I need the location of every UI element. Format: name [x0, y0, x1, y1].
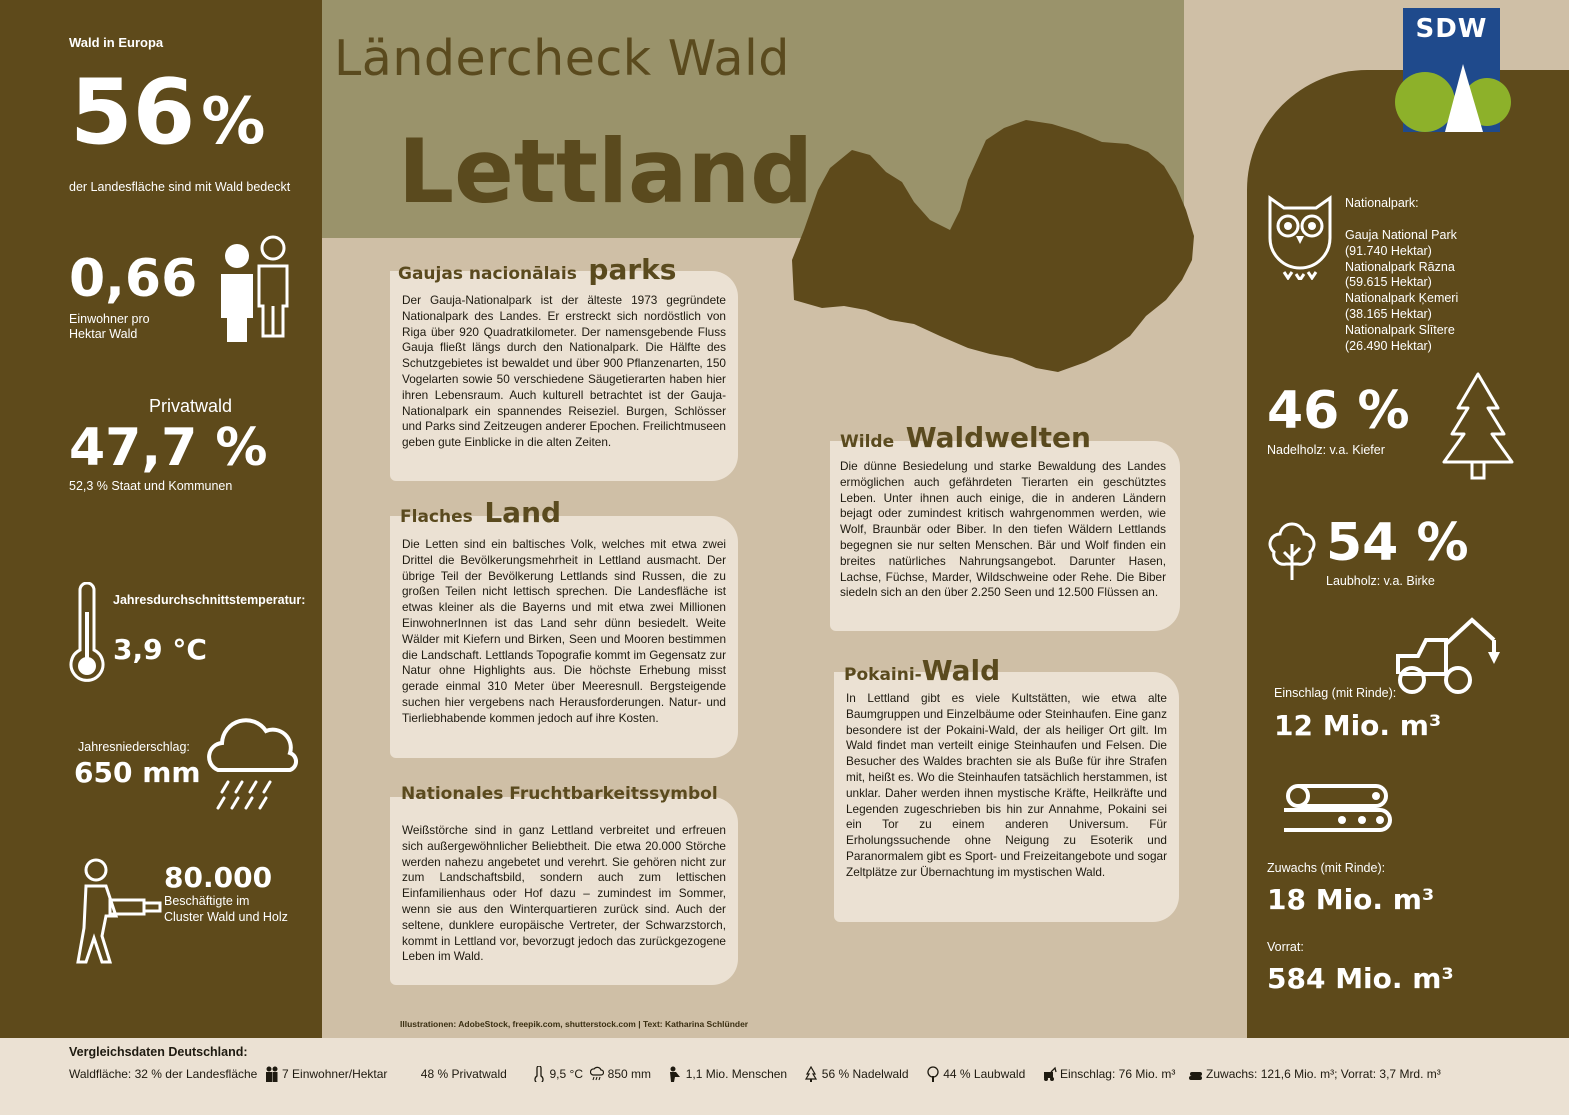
- forester-icon: [668, 1066, 682, 1082]
- panel-wild-title-large: Waldwelten: [905, 421, 1091, 454]
- logo-text: SDW: [1415, 14, 1488, 44]
- rain-cloud-icon: [590, 1066, 604, 1082]
- footer-conifer: 56 % Nadelwald: [821, 1067, 909, 1081]
- broadleaf-label: Laubholz: v.a. Birke: [1326, 574, 1435, 588]
- rain-cloud-icon: [204, 710, 302, 810]
- panel-stork-text: Weißstörche sind in ganz Lettland verbreitet und erfreuen sich außergewöhnlicher Beliebtheit. Die etwa 20.000 Störche werden nahezu angebetet und verehrt. Sie gehören nicht zur zum Landschaftsbild, sondern auch zum lettischen Einfamilienhaus oder Hof dazu – zumindest im Sommer, wenn sie aus den Winterquartieren zurück sind. Auch der seltene, dunklere europäische Vertreter, der Schwarzstorch, kommt in Lettland vor, bevorzugt jedoch das zurückgezogene Leben im Wald.: [402, 823, 726, 964]
- panel-pokaini-title-large: Wald: [921, 654, 1001, 687]
- panel-flat-title-small: Flaches: [400, 507, 473, 527]
- conifer-tree-icon: [1440, 370, 1516, 482]
- footer-harvest: Einschlag: 76 Mio. m³: [1059, 1067, 1176, 1081]
- footer-growth-stock: Zuwachs: 121,6 Mio. m³; Vorrat: 3,7 Mrd. m³: [1206, 1067, 1441, 1081]
- owl-icon: [1264, 192, 1336, 280]
- panel-flat-title: [400, 496, 561, 529]
- harvester-icon: [1043, 1066, 1057, 1082]
- temp-value: 3,9 °C: [113, 633, 207, 666]
- panel-stork: [390, 797, 738, 985]
- panel-pokaini-text: In Lettland gibt es viele Kultstätten, wie etwa alte Baumgruppen und Einzelbäume oder Steinhaufen. Eine ganz besondere ist der Pokaini-Wald, der als heiliger Ort gilt. Im Wald findet man verteilt einige Steinhaufen und Felsen. Die Besucher des Waldes brachten sie als Buße für ihre Strafen mit, heißt es. Wo die Steinhaufen tatsächlich herstammen, ist unklar. Daher werden ihnen mystische Kräfte, Heilkräfte und Legenden zugeschrieben bis hin zur Annahme, Pokaini sei ein Tor zu einem anderen Universum. Für Erholungssuchende ohne Neigung zu Esoterik und Paranormalem gibt es Sport- und Freizeitangebote und sogar Zeltplätze zur Übernachtung im mystischen Wald.: [846, 691, 1167, 879]
- footer-inhabitants: 7 Einwohner/Hektar: [282, 1067, 388, 1081]
- private-desc: 52,3 % Staat und Kommunen: [69, 479, 233, 493]
- log-pile-icon: [1189, 1066, 1203, 1082]
- forest-percent-number: 56: [70, 60, 196, 165]
- rain-label: Jahresniederschlag:: [78, 740, 190, 754]
- logo-trees-icon: [1389, 56, 1514, 132]
- log-pile-icon: [1278, 780, 1398, 838]
- thermometer-icon: [68, 582, 106, 688]
- forest-percent-value: [70, 60, 266, 165]
- panel-gauja-title-large: parks: [588, 253, 677, 286]
- harvest-value: 12 Mio. m³: [1274, 709, 1442, 742]
- workers-label-1: Beschäftigte im: [164, 894, 250, 908]
- inhabitants-label-1: Einwohner pro: [69, 312, 150, 326]
- panel-wild-title-small: Wilde: [840, 432, 895, 452]
- panel-pokaini-title: [844, 654, 1000, 687]
- rain-value: 650 mm: [74, 756, 201, 789]
- np-line: Gauja National Park: [1345, 228, 1457, 242]
- np-line: Nationalpark Slītere: [1345, 322, 1455, 337]
- np-line: Nationalpark Rāzna: [1345, 259, 1455, 274]
- panel-pokaini: [834, 672, 1179, 922]
- inhabitants-value: 0,66: [69, 249, 198, 309]
- panel-wild-title: [840, 421, 1091, 454]
- conifer-label: Nadelholz: v.a. Kiefer: [1267, 443, 1385, 457]
- conifer-tree-icon: [804, 1066, 818, 1082]
- panel-wild: [830, 441, 1180, 631]
- np-line: (59.615 Hektar): [1345, 275, 1432, 290]
- inhabitants-label-2: Hektar Wald: [69, 327, 138, 341]
- np-line: (38.165 Hektar): [1345, 306, 1432, 321]
- people-icon: [265, 1066, 279, 1082]
- stock-label: Vorrat:: [1267, 940, 1304, 954]
- forest-percent-sign: %: [201, 85, 266, 159]
- panel-gauja: [390, 271, 738, 481]
- private-value: 47,7 %: [69, 418, 268, 478]
- panel-pokaini-title-small: Pokaini-: [844, 665, 922, 685]
- np-list: [1345, 228, 1458, 354]
- panel-wild-text: Die dünne Besiedelung und starke Bewaldung des Landes ermöglichen auch gefährdeten Tierarten ein geschütztes Leben. Unter ihnen auch einige, die in anderen Ländern bejagt oder zumindest kritisch wahrgenommen werden, wie Wolf, Braunbär oder Biber. In den tiefen Wäldern Lettlands begegnen sie nur selten Menschen. Bär und Wolf finden ein breites natürliches Nahrungsangebot. Darunter Hasen, Lachse, Füchse, Marder, Wildschweine oder Rehe. Die Biber siedeln sich an den über 2.250 Seen und 12.500 Flüssen an.: [840, 459, 1166, 600]
- np-label: Nationalpark:: [1345, 196, 1419, 210]
- stock-value: 584 Mio. m³: [1267, 962, 1454, 995]
- panel-gauja-title: [398, 253, 676, 286]
- thermometer-icon: [532, 1066, 546, 1082]
- growth-value: 18 Mio. m³: [1267, 883, 1435, 916]
- harvest-label: Einschlag (mit Rinde):: [1274, 686, 1397, 700]
- np-line: Nationalpark Ķemeri: [1345, 291, 1459, 306]
- private-label: Privatwald: [149, 396, 233, 416]
- page-title: Ländercheck Wald: [334, 30, 790, 87]
- forester-chainsaw-icon: [60, 856, 164, 966]
- conifer-value: 46 %: [1267, 381, 1410, 441]
- workers-value: 80.000: [164, 861, 273, 894]
- panel-flat-title-large: Land: [484, 496, 562, 529]
- footer-forest-area: Waldfläche: 32 % der Landesfläche: [69, 1067, 258, 1081]
- panel-flat: [390, 516, 738, 758]
- footer-workers: 1,1 Mio. Menschen: [685, 1067, 788, 1081]
- forest-europe-label: Wald in Europa: [69, 35, 164, 50]
- footer-broadleaf: 44 % Laubwald: [943, 1067, 1026, 1081]
- workers-label-2: Cluster Wald und Holz: [164, 910, 288, 924]
- np-line: (91.740 Hektar): [1345, 243, 1432, 258]
- footer-comparison-row: [69, 1066, 1445, 1082]
- credits: Illustrationen: AdobeStock, freepik.com, shutterstock.com | Text: Katharina Schlünder: [400, 1019, 749, 1029]
- panel-stork-title: [401, 784, 718, 804]
- broadleaf-tree-icon: [926, 1066, 940, 1082]
- footer-private: 48 % Privatwald: [420, 1067, 507, 1081]
- footer-rain: 850 mm: [607, 1067, 652, 1081]
- growth-label: Zuwachs (mit Rinde):: [1267, 861, 1386, 875]
- sdw-logo: [1403, 8, 1500, 132]
- panel-gauja-text: Der Gauja-Nationalpark ist der älteste 1973 gegründete Nationalpark des Landes. Er erstreckt sich nordöstlich von Riga über 920 Quadratkilometer. Der namensgebende Fluss Gauja fließt längs durch den Nationalpark. Die Hälfte des Schutzgebietes ist bewaldet und über 900 Pflanzenarten, 150 Vogelarten sowie 50 verschiedene Säugetierarten haben hier ihren Lebensraum. Auch kulturell betrachtet ist der Gauja-Nationalpark ein spannendes Reiseziel. Burgen, Schlösser und Parks sind Zeitzeugen anderer Epochen. Freilichtmuseen geben gute Einblicke in die alten Zeiten.: [402, 293, 726, 450]
- forest-desc: der Landesfläche sind mit Wald bedeckt: [69, 180, 291, 194]
- panel-stork-title-small: Nationales Fruchtbarkeitssymbol: [401, 784, 718, 804]
- footer-temp: 9,5 °C: [549, 1067, 583, 1081]
- harvester-icon: [1394, 614, 1504, 696]
- np-line: (26.490 Hektar): [1345, 338, 1432, 353]
- people-icon: [215, 234, 297, 344]
- temp-label: Jahresdurchschnittstemperatur:: [113, 593, 306, 607]
- footer-heading: Vergleichsdaten Deutschland:: [69, 1045, 248, 1059]
- broadleaf-tree-icon: [1268, 520, 1316, 582]
- panel-flat-text: Die Letten sind ein baltisches Volk, welches mit etwa zwei Drittel die Bevölkerungsmehrheit in Lettland ausmacht. Der übrige Teil der Bevölkerung Lettlands sind Russen, die zu großen Teilen nicht lettisch sprechen. Die Landesfläche ist etwas kleiner als die Bayerns und mit etwa zwei Millionen EinwohnerInnen ist das Land sehr dünn besiedelt. Weite Wälder mit Kiefern und Birken, Seen und Mooren bestimmen die Landschaft. Lettlands Topografie kommt im Gegensatz zur Natur ohne Highlights aus. Die höchste Erhebung misst gerade einmal 310 Meter über Meeresnull. Bergsteigende suchen hier vergebens nach Herausforderungen. Natur- und Tierliebhabende kommen jedoch auf ihre Kosten.: [402, 537, 726, 725]
- latvia-map: [790, 110, 1220, 380]
- broadleaf-value: 54 %: [1326, 513, 1469, 573]
- country-title: Lettland: [398, 120, 814, 223]
- panel-gauja-title-small: Gaujas nacionālais: [398, 264, 577, 284]
